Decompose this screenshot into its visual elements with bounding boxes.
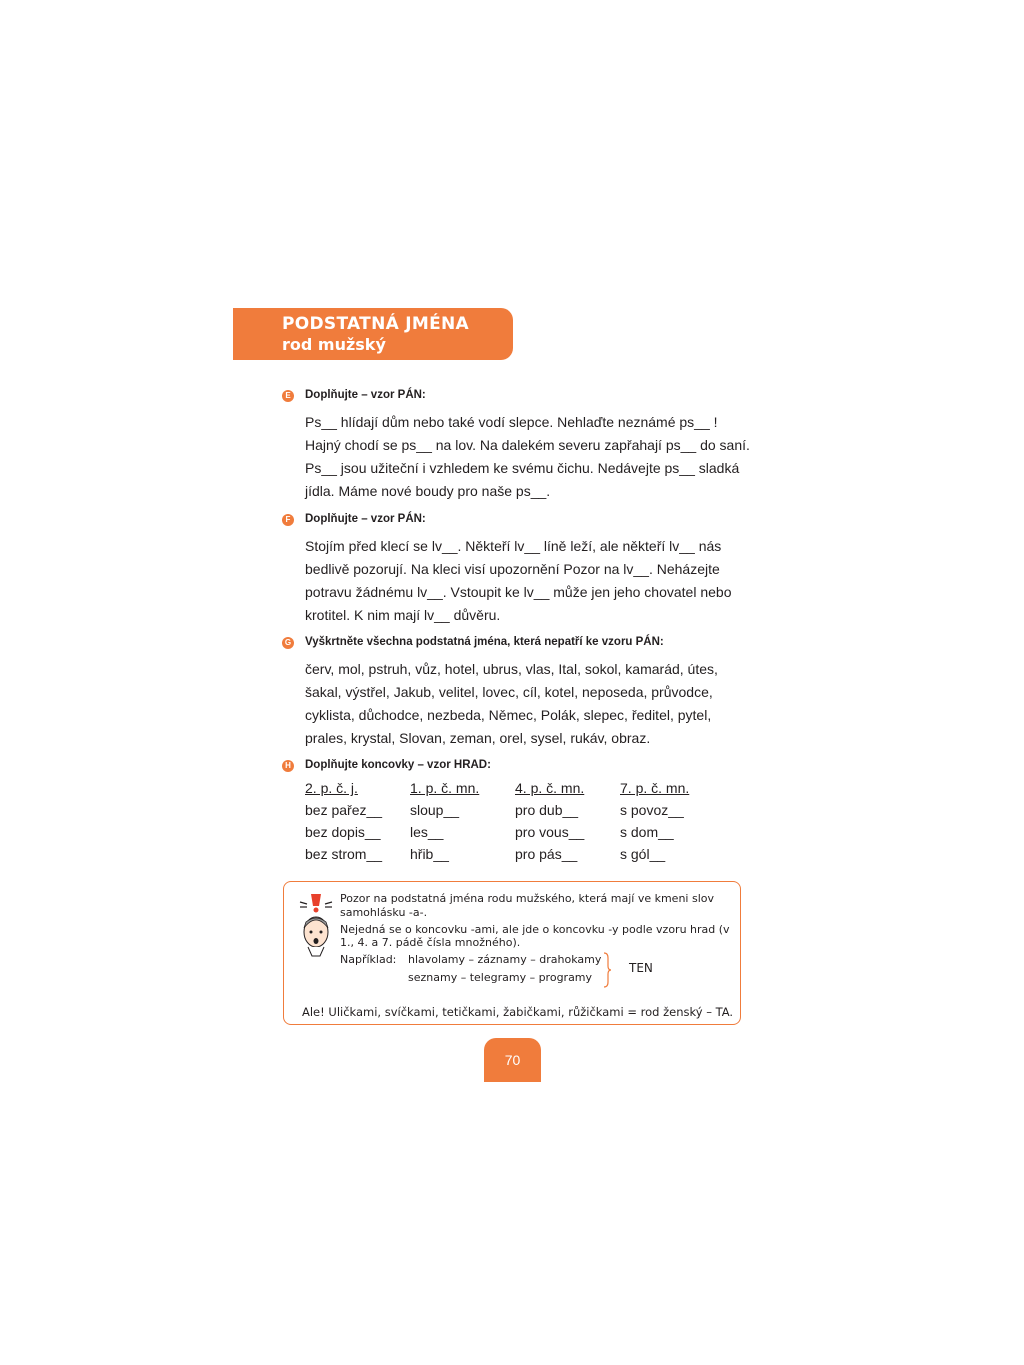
chapter-subtitle: rod mužský <box>282 335 386 354</box>
page-number: 70 <box>484 1038 541 1082</box>
note-line: samohlásku -a-. <box>340 906 428 919</box>
chapter-title: PODSTATNÁ JMÉNA <box>282 314 470 334</box>
column-header: 7. p. č. mn. <box>620 780 690 796</box>
table-cell: bez pařez__ <box>305 802 383 818</box>
exercise-f <box>282 513 752 627</box>
table-cell: s dom__ <box>620 824 674 840</box>
exercise-e <box>282 389 752 503</box>
table-cell: bez strom__ <box>305 846 383 862</box>
brace-icon <box>602 952 612 988</box>
text-line: jídla. Máme nové boudy pro naše ps__. <box>305 483 551 499</box>
exercise-badge: E <box>282 390 294 402</box>
exercise-text <box>305 535 752 627</box>
table-cell: bez dopis__ <box>305 824 381 840</box>
exercise-badge: G <box>282 637 294 649</box>
table-column <box>515 777 620 865</box>
example-line: hlavolamy – záznamy – drahokamy <box>408 953 602 966</box>
note-exception: Ale! Uličkami, svíčkami, tetičkami, žabičkami, růžičkami = rod ženský – TA. <box>302 1005 734 1019</box>
text-line: bedlivě pozorují. Na kleci visí upozornění Pozor na lv__. Neházejte <box>305 561 720 577</box>
text-line: prales, krystal, Slovan, zeman, orel, sysel, rukáv, obraz. <box>305 730 651 746</box>
text-line: Hajný chodí se ps__ na lov. Na dalekém severu zapřahají ps__ do saní. <box>305 437 750 453</box>
exercise-instruction: Doplňujte – vzor PÁN: <box>305 389 426 401</box>
note-line: Nejedná se o koncovku -ami, ale jde o koncovku -y podle vzoru hrad (v 1., 4. a 7. pádě čísla množného). <box>340 923 730 949</box>
exercise-badge: H <box>282 760 294 772</box>
table-column <box>305 777 410 865</box>
text-line: šakal, výstřel, Jakub, velitel, lovec, cíl, kotel, neposeda, průvodce, <box>305 684 713 700</box>
chapter-header <box>233 308 513 360</box>
text-line: Ps__ hlídají dům nebo také vodí slepce. Nehlaďte neznámé ps__ ! <box>305 414 718 430</box>
table-cell: s gól__ <box>620 846 666 862</box>
table-column <box>620 777 725 865</box>
example-line: seznamy – telegramy – programy <box>408 971 593 984</box>
text-line: Stojím před klecí se lv__. Někteří lv__ líně leží, ale někteří lv__ nás <box>305 538 722 554</box>
table-cell: sloup__ <box>410 802 460 818</box>
gender-label: TEN <box>629 961 653 975</box>
exercise-g <box>282 636 752 750</box>
table-cell: pro pás__ <box>515 846 578 862</box>
table-cell: les__ <box>410 824 444 840</box>
table-cell: pro dub__ <box>515 802 579 818</box>
exercise-text <box>305 411 752 503</box>
table-column <box>410 777 515 865</box>
text-line: potravu žádnému lv__. Vstoupit ke lv__ může jen jeho chovatel nebo <box>305 584 732 600</box>
table-cell: s povoz__ <box>620 802 684 818</box>
note-line: Pozor na podstatná jména rodu mužského, která mají ve kmeni slov <box>340 892 714 905</box>
example-label: Například: <box>340 953 397 966</box>
text-line: krotitel. K nim mají lv__ důvěru. <box>305 607 501 623</box>
column-header: 4. p. č. mn. <box>515 780 585 796</box>
exercise-instruction: Doplňujte koncovky – vzor HRAD: <box>305 759 491 771</box>
exercise-h <box>282 759 752 867</box>
exercise-badge: F <box>282 514 294 526</box>
table-cell: pro vous__ <box>515 824 585 840</box>
table-cell: hřib__ <box>410 846 449 862</box>
text-line: Ps__ jsou užiteční i vzhledem ke svému čichu. Nedávejte ps__ sladká <box>305 460 740 476</box>
exercise-text <box>305 658 752 750</box>
exercise-instruction: Doplňujte – vzor PÁN: <box>305 513 426 525</box>
text-line: cyklista, důchodce, nezbeda, Němec, Polák, slepec, ředitel, pytel, <box>305 707 712 723</box>
exercise-instruction: Vyškrtněte všechna podstatná jména, která nepatří ke vzoru PÁN: <box>305 636 664 648</box>
text-line: červ, mol, pstruh, vůz, hotel, ubrus, vlas, Ital, sokol, kamarád, útes, <box>305 661 718 677</box>
warning-boy-icon <box>298 892 334 958</box>
column-header: 1. p. č. mn. <box>410 780 480 796</box>
column-header: 2. p. č. j. <box>305 780 358 796</box>
note-box <box>283 881 741 1025</box>
endings-table <box>305 777 752 867</box>
